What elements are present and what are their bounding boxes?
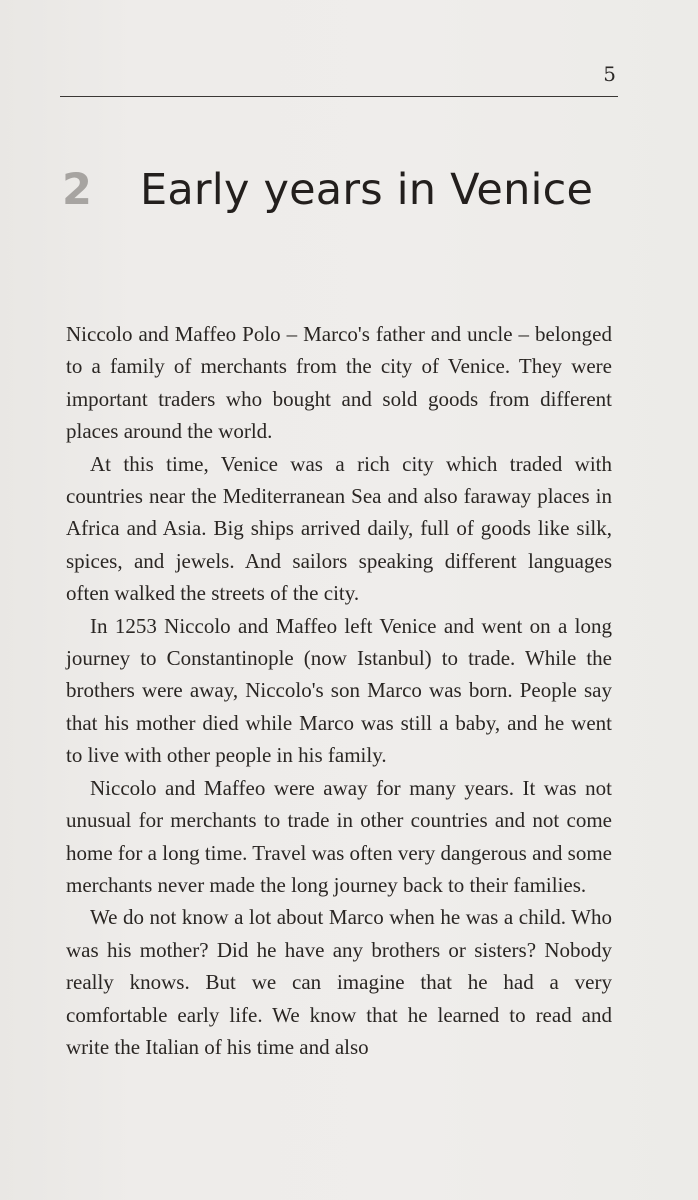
paragraph-3: In 1253 Niccolo and Maffeo left Venice and went on a long journey to Constantinople (now Istanbul) to trade. While the brothers were away, Niccolo's son Marco was born. People say that his mother died while Marco was still a baby, and he went to live with other people in his family.: [66, 613, 612, 768]
paragraph-1: Niccolo and Maffeo Polo – Marco's father and uncle – belonged to a family of merchants from the city of Venice. They were important traders who bought and sold goods from different places around the world.: [66, 322, 612, 444]
chapter-title: Early years in Venice: [140, 165, 594, 215]
chapter-heading: [62, 160, 642, 220]
running-header: [60, 62, 618, 97]
page-number: 5: [603, 62, 616, 86]
paragraph-5: We do not know a lot about Marco when he was a child. Who was his mother? Did he have any brothers or sisters? Nobody really knows. But we can imagine that he had a very comfortable early life. We know that he learned to read and write the Italian of his time and also: [66, 905, 612, 1059]
paragraph-4: Niccolo and Maffeo were away for many years. It was not unusual for merchants to trade in other countries and not come home for a long time. Travel was often very dangerous and some merchants never made the long journey back to their families.: [66, 775, 612, 897]
chapter-number: 2: [62, 165, 93, 215]
body-text: [66, 318, 612, 1063]
paragraph-2: At this time, Venice was a rich city which traded with countries near the Mediterranean Sea and also faraway places in Africa and Asia. Big ships arrived daily, full of goods like silk, spices, and jewels. And sailors speaking different languages often walked the streets of the city.: [66, 451, 612, 606]
